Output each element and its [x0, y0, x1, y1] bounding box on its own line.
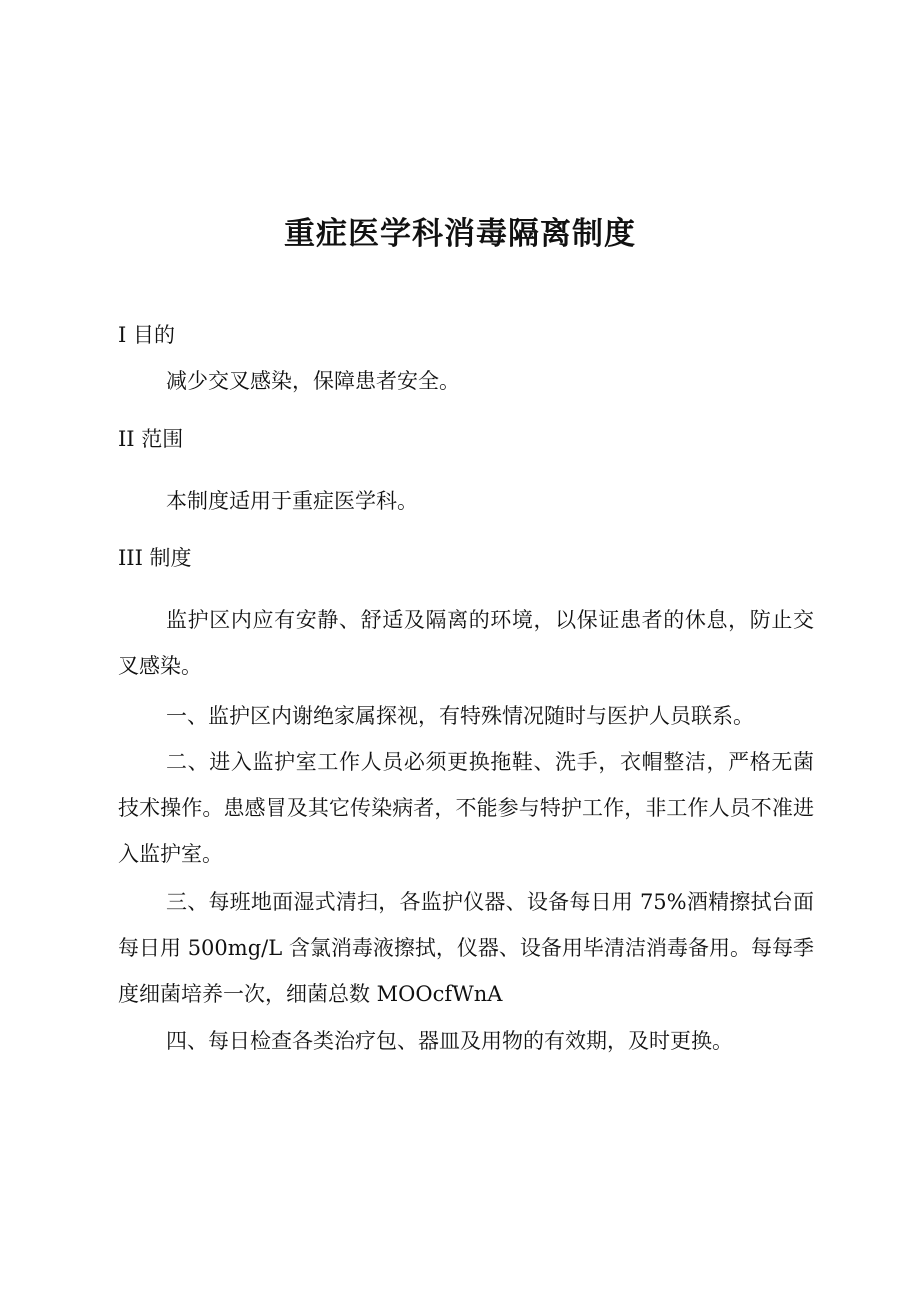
policy-item-4: 四、每日检查各类治疗包、器皿及用物的有效期，及时更换。: [166, 1029, 733, 1053]
policy-item-1: 一、监护区内谢绝家属探视，有特殊情况随时与医护人员联系。: [166, 704, 754, 728]
scope-paragraph: 本制度适用于重症医学科。: [166, 489, 418, 513]
policy-item-3: 三、每班地面湿式清扫，各监护仪器、设备每日用 75%酒精擦拭台面每日用 500mg/L 含氯消毒液擦拭，仪器、设备用毕清洁消毒备用。每每季度细菌培养一次，细菌总数 MOOcfWnA: [118, 890, 814, 1006]
policy-item-2: 二、进入监护室工作人员必须更换拖鞋、洗手，衣帽整洁，严格无菌技术操作。患感冒及其它传染病者，不能参与特护工作，非工作人员不准进入监护室。: [118, 750, 814, 866]
document-title: 重症医学科消毒隔离制度: [284, 216, 636, 252]
section-heading-policy: III 制度: [118, 546, 192, 570]
section-heading-purpose: I 目的: [118, 323, 175, 347]
section-heading-scope: II 范围: [118, 427, 184, 451]
policy-intro-paragraph: 监护区内应有安静、舒适及隔离的环境，以保证患者的休息，防止交叉感染。: [118, 608, 814, 678]
purpose-paragraph: 减少交叉感染，保障患者安全。: [166, 369, 460, 393]
